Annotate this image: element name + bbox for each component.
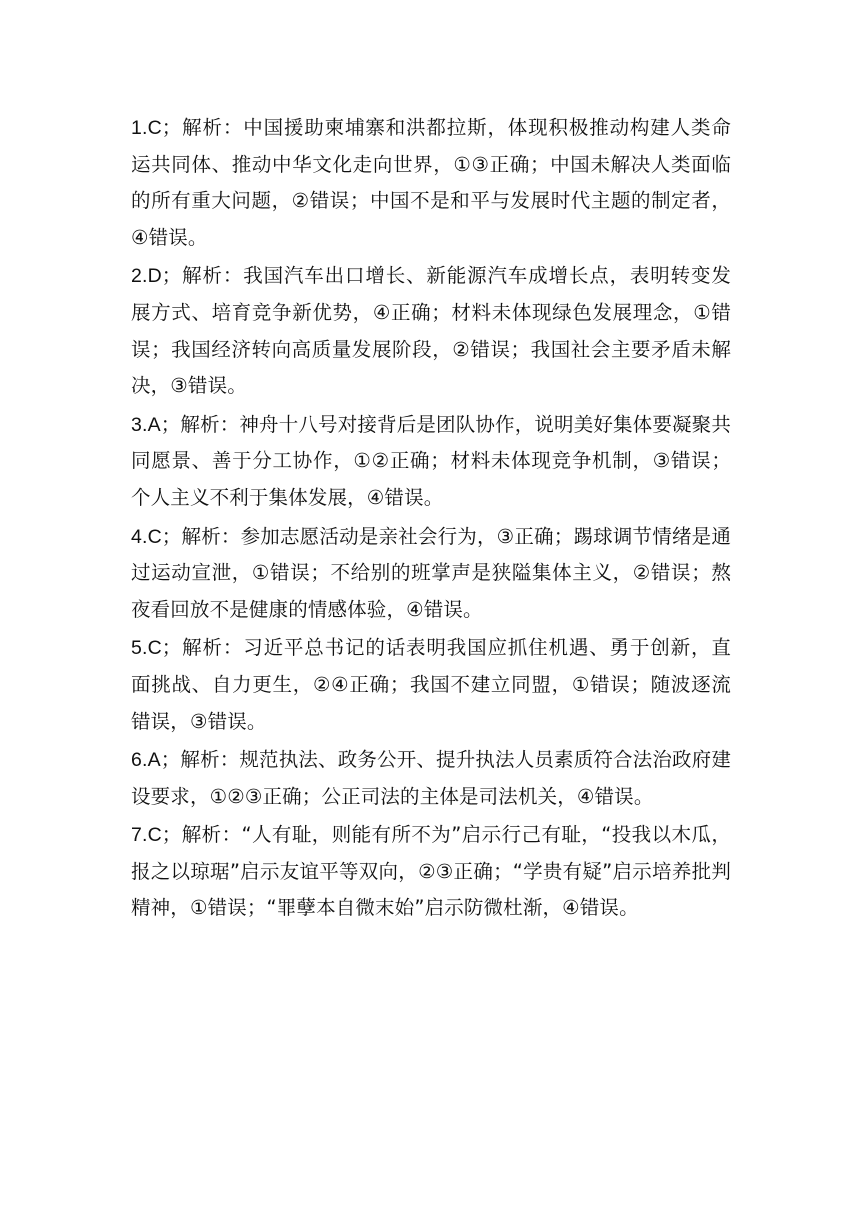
answer-key: 6.A: [131, 749, 161, 772]
answer-item-6: [131, 742, 731, 815]
answer-explanation: ；解析：我国汽车出口增长、新能源汽车成增长点，表明转变发展方式、培育竞争新优势，④正确；材料未体现绿色发展理念，①错误；我国经济转向高质量发展阶段，②错误；我国社会主要矛盾未解决，③错误。: [131, 264, 731, 398]
answer-explanation: ；解析：“人有耻，则能有所不为”启示行己有耻，“投我以木瓜，报之以琼琚”启示友谊平等双向，②③正确；“学贵有疑”启示培养批判精神，①错误；“罪孽本自微末始”启示防微杜渐，④错误。: [131, 823, 731, 920]
answer-item-3: [131, 407, 731, 517]
answer-key: 1.C: [131, 117, 162, 139]
answer-key: 3.A: [131, 413, 161, 436]
answer-key: 4.C: [131, 525, 162, 548]
answer-item-2: [131, 258, 731, 404]
answer-item-4: [131, 519, 731, 629]
answer-item-5: [131, 630, 731, 740]
answer-item-1: [131, 110, 731, 256]
answer-key: 7.C: [131, 824, 162, 847]
answer-list: [131, 110, 731, 929]
answer-key: 5.C: [131, 637, 162, 660]
answer-explanation: ；解析：规范执法、政务公开、提升执法人员素质符合法治政府建设要求，①②③正确；公正司法的主体是司法机关，④错误。: [131, 748, 731, 808]
answer-explanation: ；解析：参加志愿活动是亲社会行为，③正确；踢球调节情绪是通过运动宣泄，①错误；不给别的班掌声是狭隘集体主义，②错误；熬夜看回放不是健康的情感体验，④错误。: [131, 524, 731, 621]
answer-explanation: ；解析：中国援助柬埔寨和洪都拉斯，体现积极推动构建人类命运共同体、推动中华文化走向世界，①③正确；中国未解决人类面临的所有重大问题，②错误；中国不是和平与发展时代主题的制定者，④错误。: [131, 116, 731, 249]
answer-explanation: ；解析：神舟十八号对接背后是团队协作，说明美好集体要凝聚共同愿景、善于分工协作，①②正确；材料未体现竞争机制，③错误；个人主义不利于集体发展，④错误。: [131, 412, 731, 509]
answer-key: 2.D: [131, 265, 162, 288]
answer-item-7: [131, 817, 731, 927]
answer-explanation: ；解析：习近平总书记的话表明我国应抓住机遇、勇于创新，直面挑战、自力更生，②④正确；我国不建立同盟，①错误；随波逐流错误，③错误。: [131, 636, 731, 733]
